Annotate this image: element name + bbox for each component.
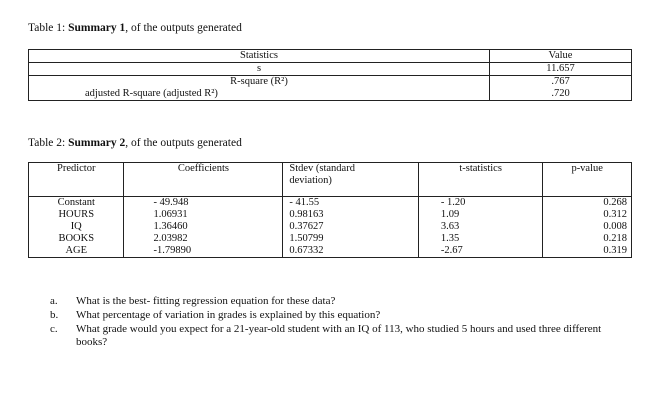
table1-value-cell: .767	[490, 76, 632, 89]
tstat-cell: -2.67	[418, 245, 542, 258]
coefficient-cell: - 49.948	[124, 197, 283, 210]
question-text: What is the best- fitting regression equation for these data?	[76, 295, 336, 307]
table2-caption-suffix: , of the outputs generated	[125, 137, 242, 149]
coefficient-cell: 1.06931	[124, 209, 283, 221]
question-text: What grade would you expect for a 21-year-old student with an IQ of 113, who studied 5 hours and used three different books?	[76, 323, 602, 348]
table2-header-row	[29, 163, 632, 197]
pvalue-cell: 0.319	[543, 245, 632, 258]
table2-header-coefficients: Coefficients	[124, 163, 283, 197]
table2-header-stdev: Stdev (standard deviation)	[283, 163, 419, 197]
list-item	[50, 309, 610, 322]
table1-stat-cell: adjusted R-square (adjusted R²)	[85, 88, 218, 99]
pvalue-cell: 0.218	[543, 233, 632, 245]
table1-header-statistics: Statistics	[29, 50, 490, 63]
tstat-cell: 3.63	[418, 221, 542, 233]
question-list	[50, 295, 610, 350]
table2-header-tstat: t-statistics	[418, 163, 542, 197]
question-marker: c.	[50, 323, 58, 335]
table-row	[29, 221, 632, 233]
tstat-cell: 1.35	[418, 233, 542, 245]
list-item	[50, 323, 610, 349]
question-marker: b.	[50, 309, 59, 321]
pvalue-cell: 0.008	[543, 221, 632, 233]
summary2-table	[28, 162, 632, 258]
table-row	[29, 245, 632, 258]
tstat-cell: - 1.20	[418, 197, 542, 210]
table1-caption-prefix: Table 1:	[28, 22, 69, 34]
table1-value-cell: 11.657	[490, 63, 632, 76]
table-row	[29, 197, 632, 210]
predictor-cell: IQ	[70, 221, 82, 232]
question-marker: a.	[50, 295, 58, 307]
predictor-cell: BOOKS	[58, 233, 95, 244]
stdev-cell: 0.98163	[283, 209, 419, 221]
table-row	[29, 233, 632, 245]
stdev-cell: 0.37627	[283, 221, 419, 233]
table1-stat-cell: R-square (R²)	[230, 76, 288, 87]
table2-header-pvalue: p-value	[543, 163, 632, 197]
table-row	[29, 209, 632, 221]
coefficient-cell: -1.79890	[124, 245, 283, 258]
predictor-cell: HOURS	[58, 209, 95, 220]
table1-value-cell: .720	[490, 88, 632, 101]
table-row	[29, 63, 632, 76]
pvalue-cell: 0.268	[543, 197, 632, 210]
table-row	[29, 88, 632, 101]
table1-header-value: Value	[490, 50, 632, 63]
table2-caption-prefix: Table 2:	[28, 137, 69, 149]
question-text: What percentage of variation in grades is explained by this equation?	[76, 309, 381, 321]
table2-header-predictor: Predictor	[29, 163, 124, 197]
table2-caption	[28, 137, 242, 149]
table1-caption-suffix: , of the outputs generated	[125, 22, 242, 34]
stdev-cell: 0.67332	[283, 245, 419, 258]
table-row	[29, 76, 632, 89]
predictor-cell: AGE	[65, 245, 88, 256]
coefficient-cell: 2.03982	[124, 233, 283, 245]
stdev-cell: - 41.55	[283, 197, 419, 210]
summary1-table	[28, 49, 632, 101]
table1-caption	[28, 22, 242, 34]
tstat-cell: 1.09	[418, 209, 542, 221]
table1-header-row	[29, 50, 632, 63]
table2-caption-bold: Summary 2	[68, 137, 126, 149]
coefficient-cell: 1.36460	[124, 221, 283, 233]
list-item	[50, 295, 610, 308]
stdev-cell: 1.50799	[283, 233, 419, 245]
table1-caption-bold: Summary 1	[68, 22, 126, 34]
predictor-cell: Constant	[29, 197, 124, 210]
pvalue-cell: 0.312	[543, 209, 632, 221]
table1-stat-cell: s	[29, 63, 490, 76]
